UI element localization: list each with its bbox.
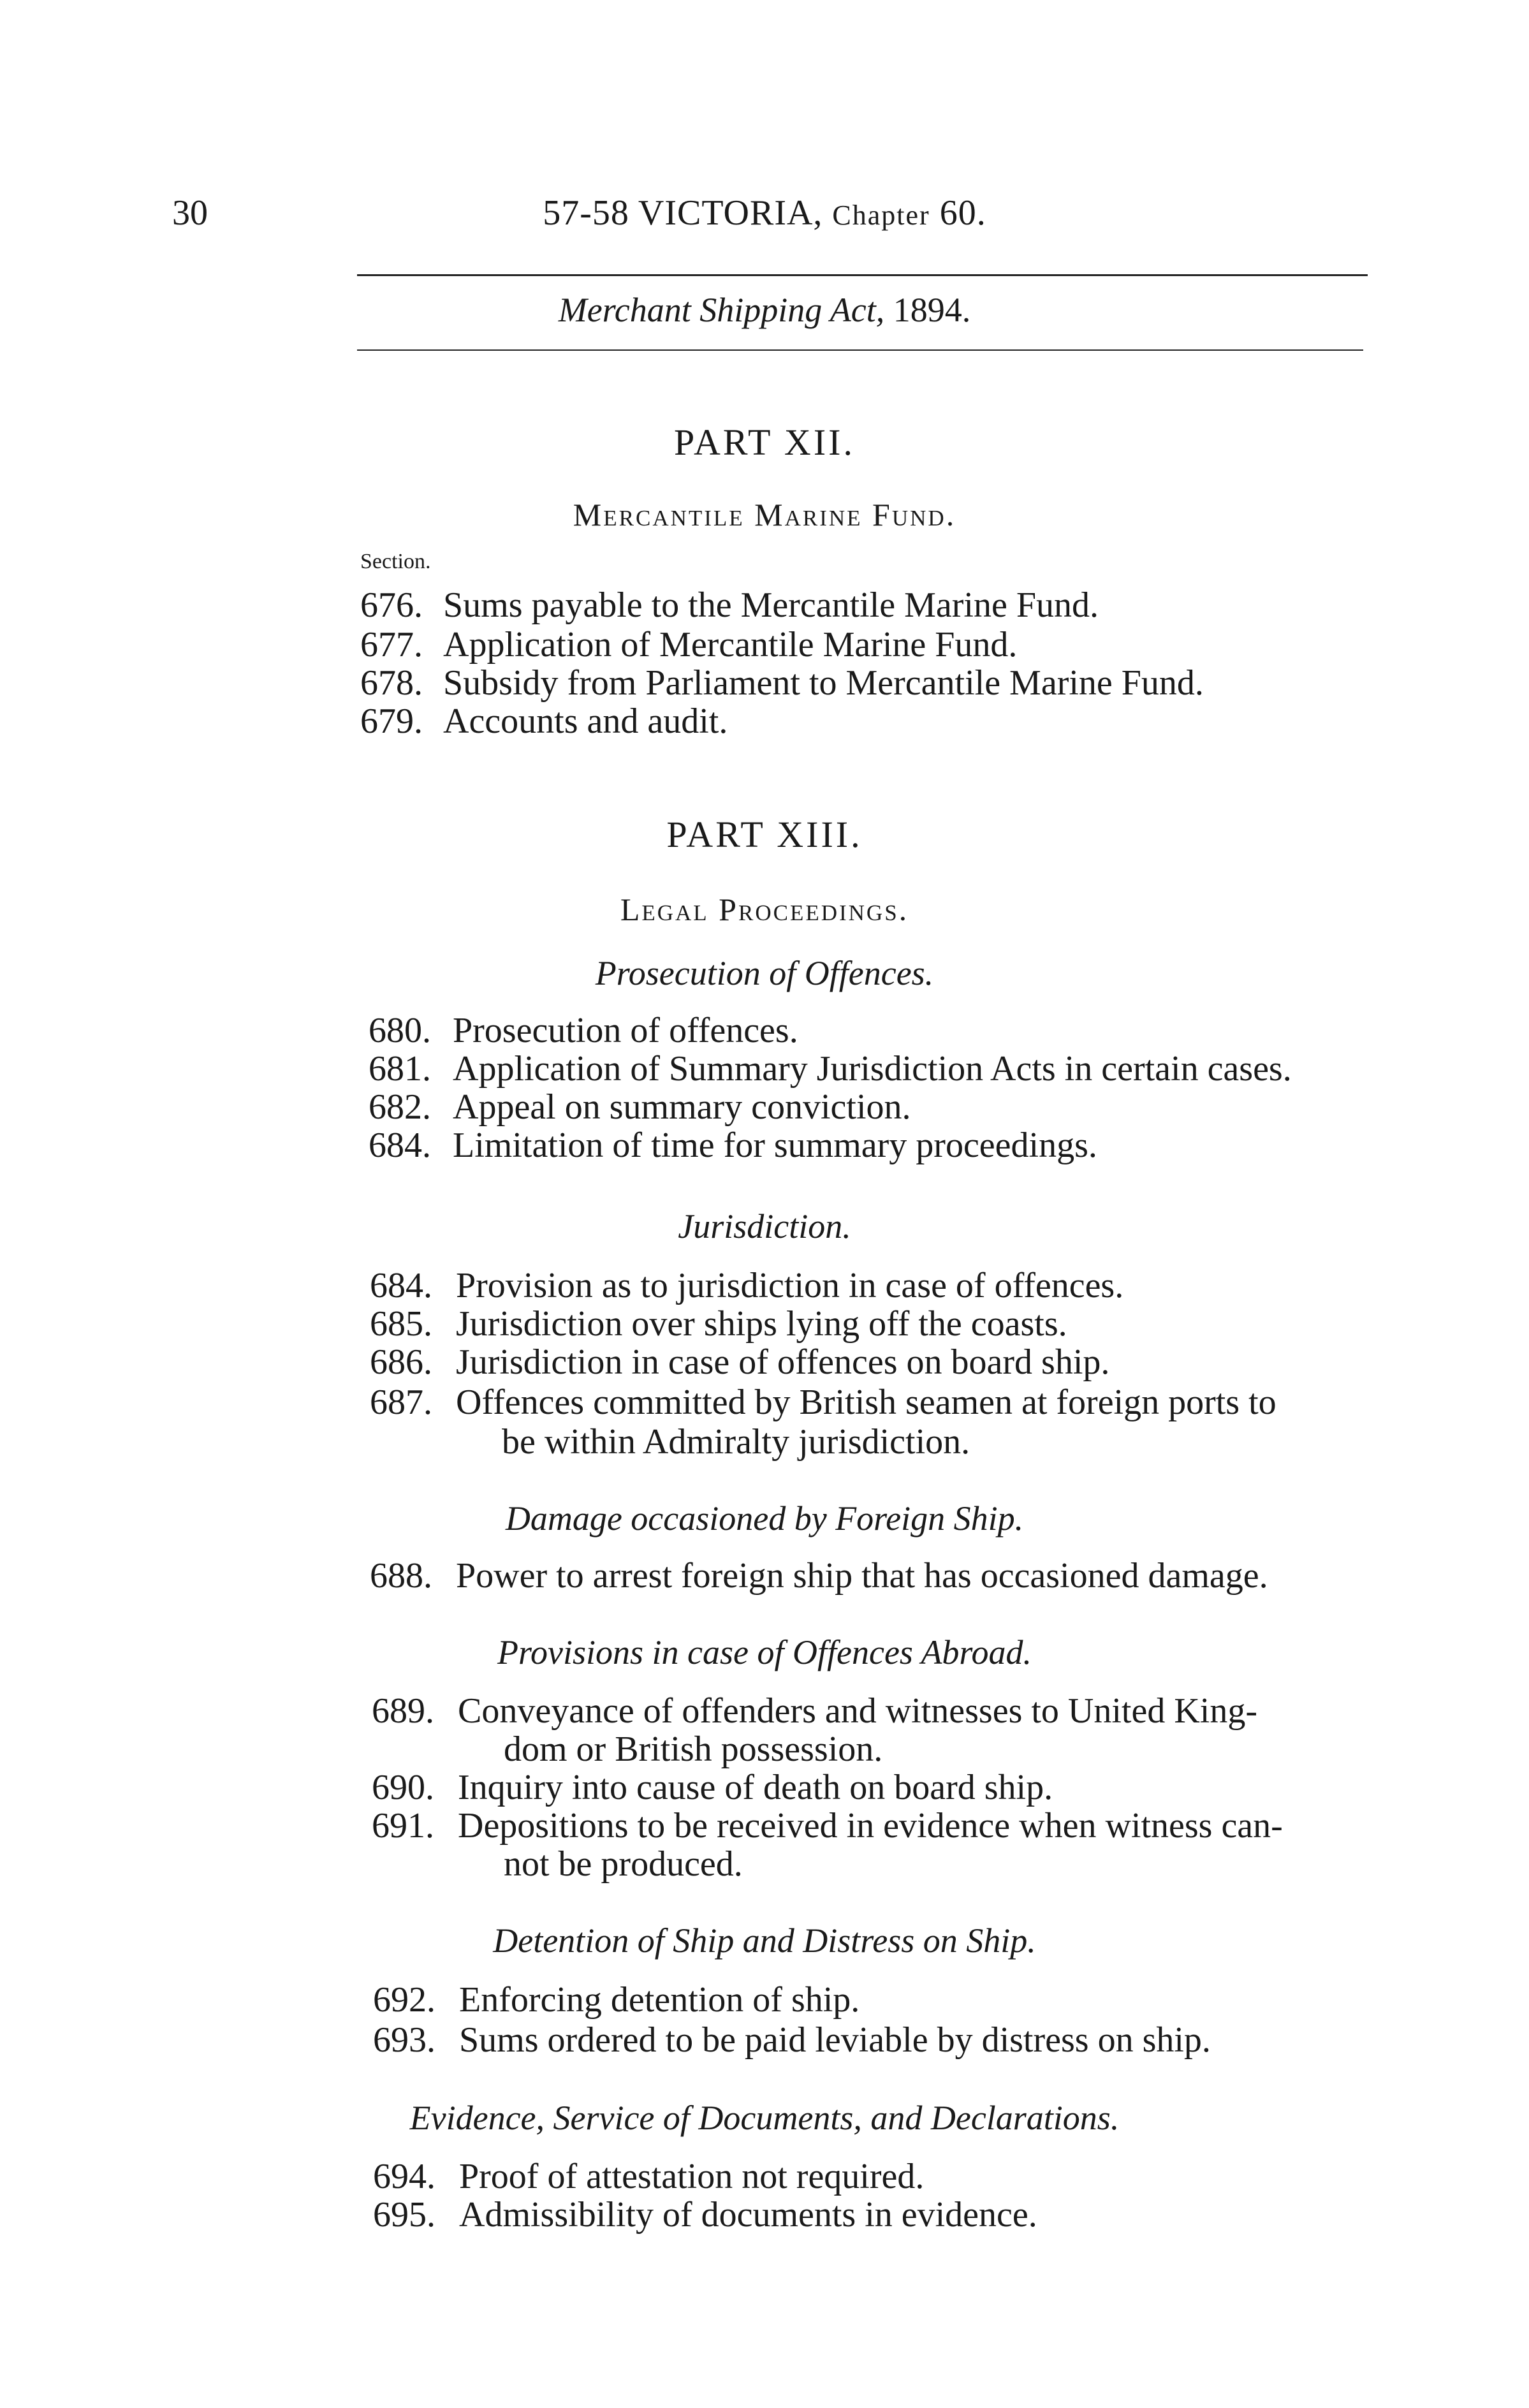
- part-xiii-heading: PART XIII.: [666, 814, 863, 855]
- section-number: 690.: [372, 1768, 434, 1807]
- section-title: Accounts and audit.: [443, 701, 728, 741]
- section-number: 677.: [360, 625, 423, 664]
- running-title-chapter: Chapter: [832, 200, 930, 231]
- section-number: 676.: [360, 585, 423, 625]
- page-number: 30: [172, 193, 208, 233]
- act-title-italic: Merchant Shipping Act,: [558, 291, 885, 329]
- section-title: Limitation of time for summary proceedings.: [453, 1126, 1097, 1165]
- section-title: Proof of attestation not required.: [459, 2157, 925, 2196]
- section-number: 686.: [370, 1342, 432, 1382]
- section-title: Application of Mercantile Marine Fund.: [443, 625, 1018, 664]
- section-title: Sums payable to the Mercantile Marine Fund.: [443, 585, 1099, 625]
- section-title: Conveyance of offenders and witnesses to United King-: [458, 1691, 1257, 1731]
- section-title: Sums ordered to be paid leviable by distress on ship.: [459, 2020, 1211, 2060]
- section-number: 689.: [372, 1691, 434, 1731]
- section-number: 681.: [369, 1049, 431, 1089]
- header-rule-top: [357, 274, 1368, 276]
- section-number: 695.: [373, 2195, 435, 2235]
- jurisdiction-heading: Jurisdiction.: [678, 1207, 851, 1245]
- section-title-continuation: be within Admiralty jurisdiction.: [502, 1422, 970, 1462]
- evidence-heading: Evidence, Service of Documents, and Declarations.: [409, 2099, 1120, 2137]
- section-title: Depositions to be received in evidence when witness can-: [458, 1806, 1283, 1846]
- section-number: 684.: [369, 1126, 431, 1165]
- section-number: 685.: [370, 1304, 432, 1344]
- section-title-continuation: not be produced.: [504, 1844, 743, 1884]
- section-number: 687.: [370, 1383, 432, 1422]
- damage-heading: Damage occasioned by Foreign Ship.: [505, 1499, 1024, 1538]
- section-number: 688.: [370, 1556, 432, 1596]
- section-number: 682.: [369, 1087, 431, 1127]
- section-title: Prosecution of offences.: [453, 1011, 798, 1050]
- section-title: Appeal on summary conviction.: [453, 1087, 911, 1127]
- section-title: Inquiry into cause of death on board ship.: [458, 1768, 1053, 1807]
- section-title: Subsidy from Parliament to Mercantile Marine Fund.: [443, 663, 1204, 703]
- section-title: Enforcing detention of ship.: [459, 1980, 860, 2020]
- running-title-tail: 60.: [930, 193, 986, 233]
- part-xiii-subheading: Legal Proceedings.: [620, 892, 909, 927]
- part-xii-heading: PART XII.: [674, 422, 855, 463]
- act-title-year: 1894.: [884, 291, 971, 329]
- section-title: Offences committed by British seamen at foreign ports to: [456, 1383, 1277, 1422]
- part-xii-subheading: Mercantile Marine Fund.: [573, 497, 956, 532]
- section-number: 679.: [360, 701, 423, 741]
- act-title: [0, 290, 1529, 330]
- detention-heading: Detention of Ship and Distress on Ship.: [493, 1921, 1036, 1960]
- section-title: Admissibility of documents in evidence.: [459, 2195, 1037, 2235]
- section-number: 694.: [373, 2157, 435, 2196]
- section-number: 680.: [369, 1011, 431, 1050]
- section-title: Jurisdiction over ships lying off the coasts.: [456, 1304, 1067, 1344]
- section-number: 693.: [373, 2020, 435, 2060]
- abroad-heading: Provisions in case of Offences Abroad.: [497, 1633, 1032, 1671]
- header-rule-bottom: [357, 349, 1363, 351]
- section-title: Power to arrest foreign ship that has occasioned damage.: [456, 1556, 1268, 1596]
- section-number: 692.: [373, 1980, 435, 2020]
- section-number: 678.: [360, 663, 423, 703]
- prosecution-heading: Prosecution of Offences.: [595, 954, 934, 992]
- section-title: Application of Summary Jurisdiction Acts in certain cases.: [453, 1049, 1292, 1089]
- section-number: 684.: [370, 1266, 432, 1305]
- section-title: Jurisdiction in case of offences on board ship.: [456, 1342, 1110, 1382]
- section-title-continuation: dom or British possession.: [504, 1729, 883, 1769]
- running-title-main: 57-58 VICTORIA,: [543, 193, 833, 233]
- section-title: Provision as to jurisdiction in case of offences.: [456, 1266, 1124, 1305]
- running-title: [0, 193, 1529, 233]
- section-label: Section.: [360, 550, 431, 573]
- section-number: 691.: [372, 1806, 434, 1846]
